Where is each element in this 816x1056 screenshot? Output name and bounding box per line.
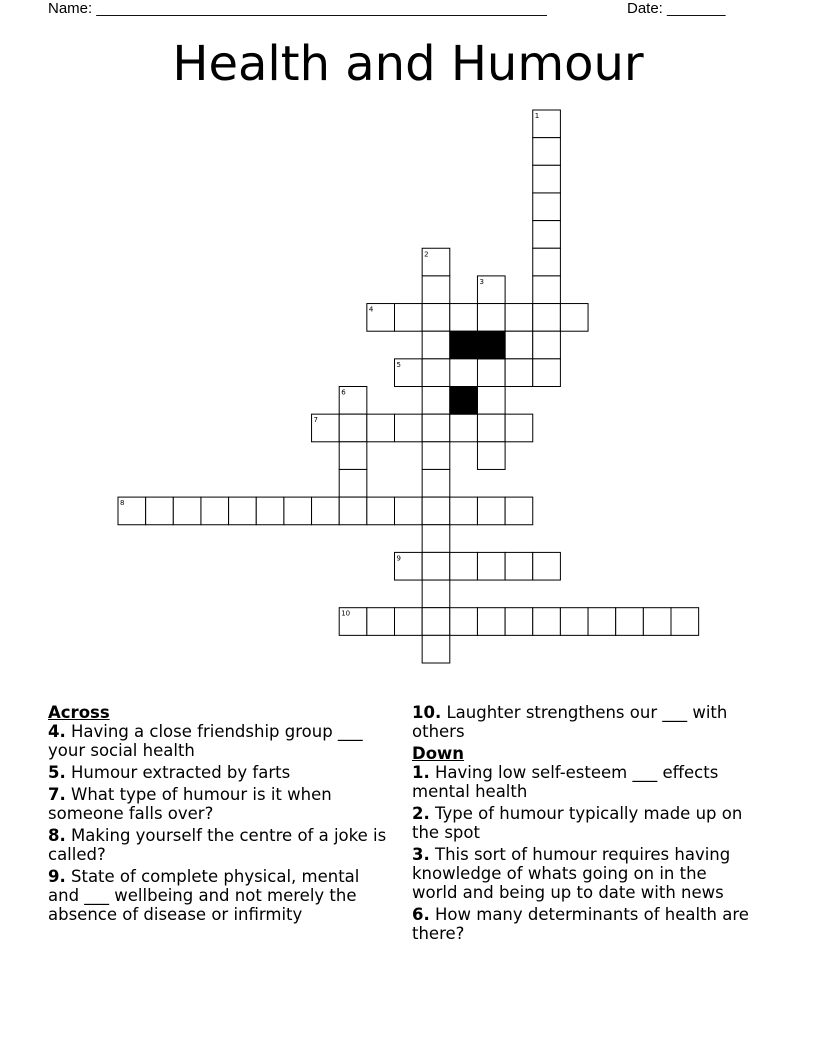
grid-cell[interactable] [505,608,533,636]
name-field: Name: ______________________________________________________ [48,0,547,17]
grid-cell[interactable] [477,497,505,525]
clue-text: Making yourself the centre of a joke is called? [48,826,387,864]
clue-text: Humour extracted by farts [71,763,291,782]
clue-number: 9. [48,867,66,886]
grid-cell[interactable] [367,608,395,636]
grid-cell[interactable] [533,331,561,359]
grid-cell[interactable] [422,304,450,332]
grid-cell[interactable] [533,608,561,636]
grid-cell[interactable] [560,304,588,332]
grid-cell[interactable] [533,276,561,304]
grid-cell[interactable] [505,304,533,332]
across-clue [48,785,388,823]
grid-cell[interactable] [450,608,478,636]
grid-cell[interactable] [422,497,450,525]
grid-cell[interactable] [671,608,699,636]
clue-number: 4. [48,722,66,741]
grid-cell[interactable] [477,608,505,636]
grid-clue-number: 7 [313,416,319,425]
grid-clue-number: 2 [424,250,429,259]
clues-left-column [48,703,388,927]
grid-clue-number: 5 [396,360,401,369]
grid-cell[interactable] [422,635,450,663]
down-clue [412,905,757,943]
grid-cell-blocked [477,331,505,359]
clue-text: This sort of humour requires having knowledge of whats going on in the world and being up to date with news [412,845,731,902]
grid-cell[interactable] [395,608,423,636]
clue-text: Laughter strengthens our ___ with others [412,703,728,741]
grid-cell[interactable] [616,608,644,636]
grid-cell[interactable] [477,359,505,387]
clue-text: How many determinants of health are there? [412,905,749,943]
across-clue [48,826,388,864]
grid-cell[interactable] [450,497,478,525]
clue-text: State of complete physical, mental and ___ wellbeing and not merely the absence of disease or infirmity [48,867,360,924]
grid-cell[interactable] [477,552,505,580]
grid-cell[interactable] [533,359,561,387]
grid-cell[interactable] [395,304,423,332]
grid-cell[interactable] [505,359,533,387]
page-title: Health and Humour [172,36,644,92]
across-heading: Across [48,703,110,722]
grid-cell[interactable] [256,497,284,525]
grid-cell[interactable] [450,552,478,580]
grid-cell[interactable] [450,304,478,332]
grid-cell[interactable] [505,331,533,359]
grid-cell[interactable] [533,138,561,166]
clue-number: 2. [412,804,430,823]
across-clue [48,763,388,782]
grid-cell[interactable] [533,221,561,249]
down-clue [412,804,757,842]
grid-clue-number: 8 [120,499,125,508]
grid-cell[interactable] [367,497,395,525]
clue-text: Type of humour typically made up on the spot [412,804,743,842]
grid-cell[interactable] [533,193,561,221]
clue-number: 3. [412,845,430,864]
grid-cell[interactable] [588,608,616,636]
grid-cell-blocked [450,331,478,359]
clue-number: 6. [412,905,430,924]
clue-number: 8. [48,826,66,845]
grid-cell[interactable] [422,442,450,470]
clue-number: 7. [48,785,66,804]
clue-text: What type of humour is it when someone falls over? [48,785,332,823]
grid-cell[interactable] [229,497,257,525]
grid-cell[interactable] [450,414,478,442]
grid-cell[interactable] [422,276,450,304]
across-clue [412,703,757,741]
down-clue [412,845,757,902]
clue-text: Having low self-esteem ___ effects mental health [412,763,719,801]
grid-cell[interactable] [339,497,367,525]
clue-text: Having a close friendship group ___ your social health [48,722,363,760]
grid-cell[interactable] [422,387,450,415]
down-heading: Down [412,744,465,763]
grid-cell[interactable] [533,248,561,276]
grid-cell[interactable] [477,387,505,415]
grid-cell[interactable] [643,608,671,636]
grid-cell[interactable] [422,469,450,497]
clue-number: 5. [48,763,66,782]
grid-cell[interactable] [284,497,312,525]
grid-cell[interactable] [395,414,423,442]
clue-number: 10. [412,703,442,722]
grid-cell[interactable] [422,414,450,442]
clues-right-column [412,703,757,946]
grid-cell[interactable] [173,497,201,525]
grid-cell[interactable] [339,414,367,442]
grid-cell[interactable] [367,414,395,442]
grid-cell[interactable] [146,497,174,525]
grid-cell[interactable] [505,497,533,525]
grid-cell[interactable] [533,552,561,580]
grid-cell-blocked [450,387,478,415]
grid-cell[interactable] [560,608,588,636]
grid-cell[interactable] [422,580,450,608]
grid-cell[interactable] [477,304,505,332]
grid-cell[interactable] [422,359,450,387]
clue-number: 1. [412,763,430,782]
grid-clue-number: 9 [396,554,401,563]
grid-clue-number: 3 [479,277,484,286]
grid-cell[interactable] [533,304,561,332]
grid-cell[interactable] [477,414,505,442]
grid-cell[interactable] [422,331,450,359]
grid-cell[interactable] [533,165,561,193]
grid-cell[interactable] [505,414,533,442]
grid-cell[interactable] [422,608,450,636]
grid-cell[interactable] [201,497,229,525]
grid-cell[interactable] [339,442,367,470]
grid-cell[interactable] [422,525,450,553]
grid-clue-number: 6 [341,388,346,397]
down-clue [412,763,757,801]
grid-cell[interactable] [477,442,505,470]
date-field: Date: _______ [627,0,726,17]
across-clue [48,722,388,760]
grid-cell[interactable] [395,497,423,525]
grid-cell[interactable] [339,469,367,497]
grid-cell[interactable] [422,552,450,580]
grid-cell[interactable] [312,497,340,525]
grid-cell[interactable] [505,552,533,580]
grid-clue-number: 4 [368,305,374,314]
grid-clue-number: 10 [341,609,351,618]
across-clue [48,867,388,924]
grid-clue-number: 1 [534,112,540,120]
